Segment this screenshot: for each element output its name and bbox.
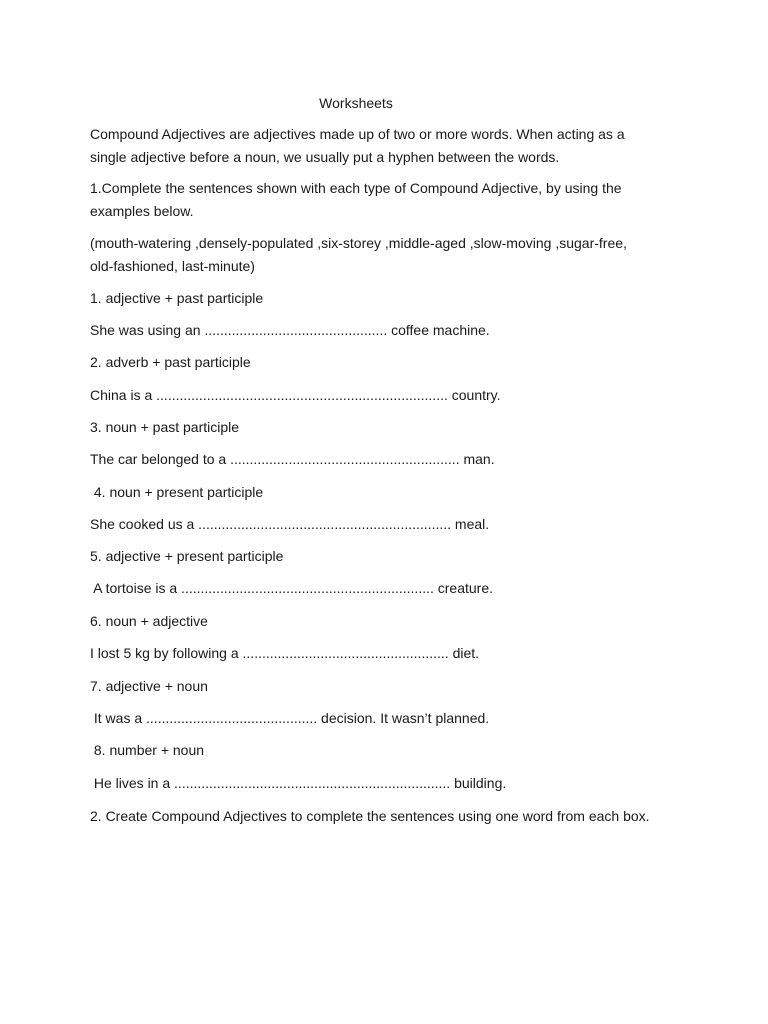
- task1-instruction: [90, 177, 690, 222]
- task1-instruction-line-2: examples below.: [90, 202, 194, 219]
- item-8-sentence: He lives in a ....................................................................... building.: [90, 775, 507, 791]
- page-title: [0, 94, 768, 112]
- item-1-sentence: She was using an ............................................... coffee machine.: [90, 322, 490, 338]
- task1-instruction-line-1: 1.Complete the sentences shown with each type of Compound Adjective, by using the: [90, 180, 622, 196]
- item-3-heading: 3. noun + past participle: [90, 419, 240, 435]
- item-2-heading: 2. adverb + past participle: [90, 354, 251, 370]
- intro-line-2: single adjective before a noun, we usually put a hyphen between the words.: [90, 148, 560, 165]
- task1-examples-line-1: (mouth-watering ,densely-populated ,six-storey ,middle-aged ,slow-moving ,sugar-free,: [90, 235, 627, 251]
- item-6-sentence: I lost 5 kg by following a ..................................................... diet.: [90, 645, 480, 661]
- task1-examples: [90, 232, 690, 277]
- item-5-heading: 5. adjective + present participle: [90, 548, 284, 564]
- item-2-sentence: China is a ........................................................................... country.: [90, 387, 501, 403]
- item-3-sentence: The car belonged to a ........................................................... man.: [90, 451, 495, 467]
- item-1-heading: 1. adjective + past participle: [90, 290, 264, 306]
- intro-paragraph: [90, 123, 690, 168]
- item-6-heading: 6. noun + adjective: [90, 613, 208, 629]
- item-4-heading: 4. noun + present participle: [90, 484, 264, 500]
- item-7-heading: 7. adjective + noun: [90, 678, 208, 694]
- task2-instruction: 2. Create Compound Adjectives to complete the sentences using one word from each box.: [90, 808, 650, 824]
- item-8-heading: 8. number + noun: [90, 742, 205, 758]
- intro-line-1: Compound Adjectives are adjectives made up of two or more words. When acting as a: [90, 126, 625, 142]
- page-title-text: Worksheets: [319, 95, 393, 111]
- item-7-sentence: It was a ............................................ decision. It wasn’t planned.: [90, 710, 490, 726]
- item-4-sentence: She cooked us a ................................................................. meal.: [90, 516, 490, 532]
- item-5-sentence: A tortoise is a ................................................................. creature.: [90, 580, 494, 596]
- task1-examples-line-2: old-fashioned, last-minute): [90, 257, 255, 274]
